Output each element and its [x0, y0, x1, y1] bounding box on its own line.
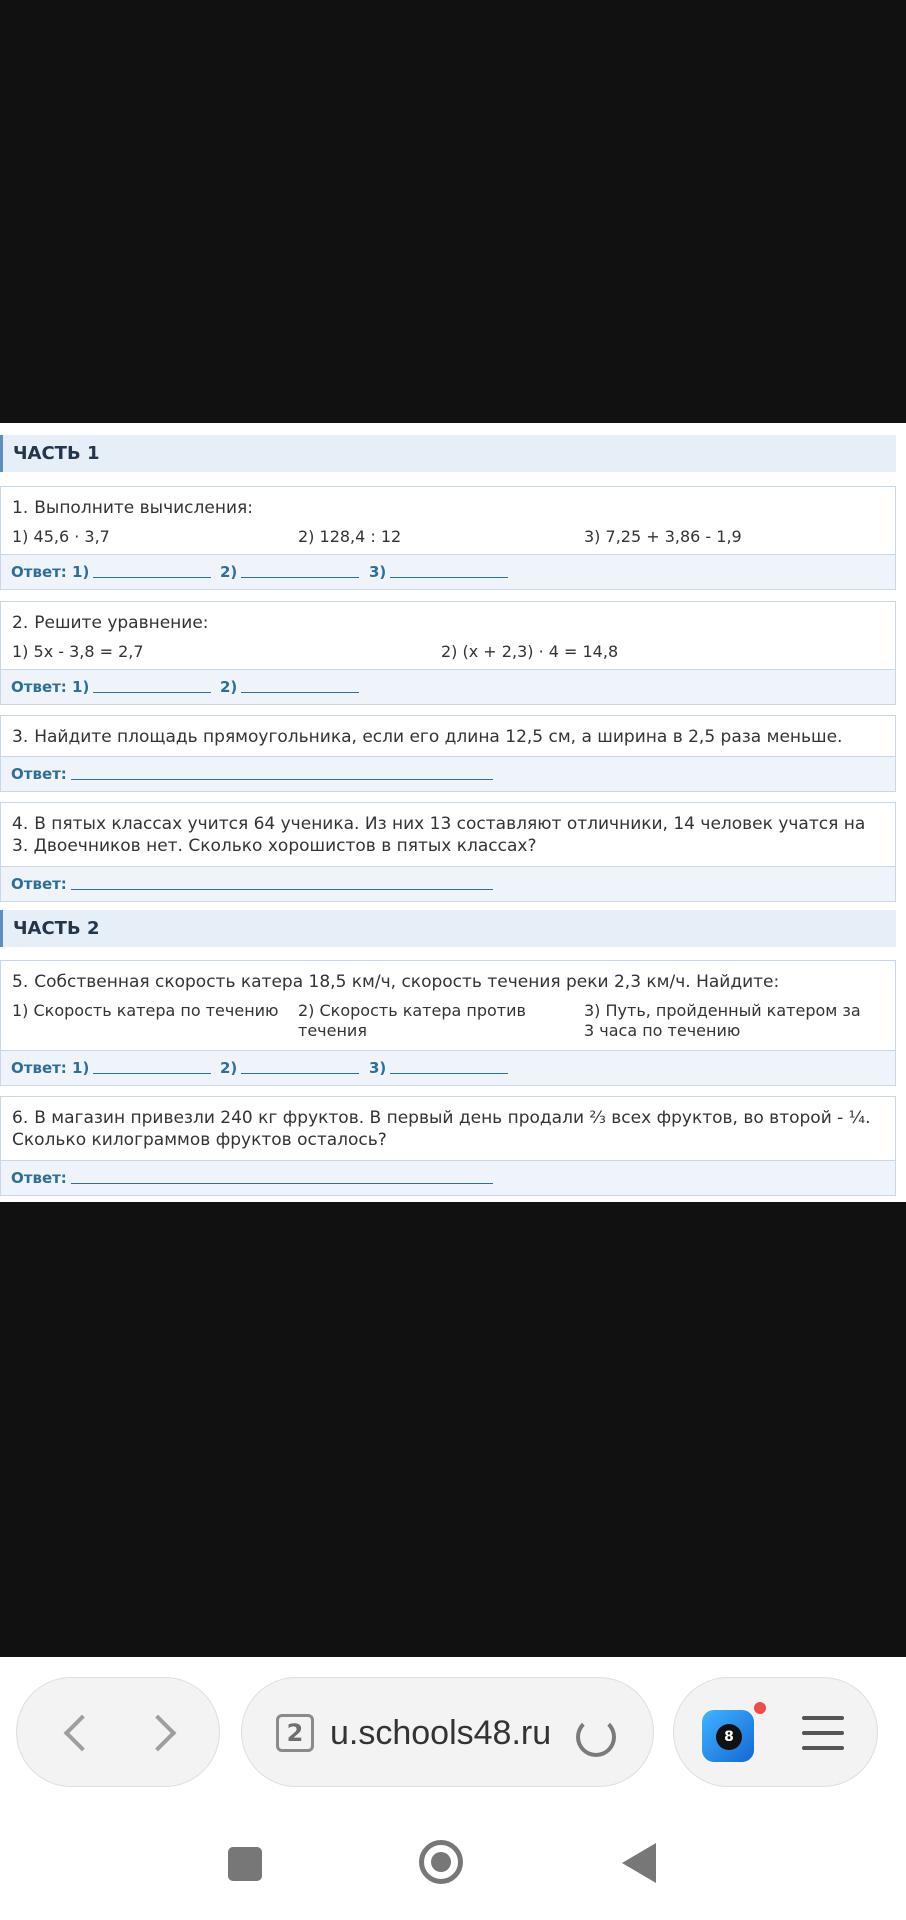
task-1-question: 1. Выполните вычисления:: [12, 498, 253, 518]
task-5-answer-3[interactable]: 3): [369, 1051, 508, 1085]
task-6: [0, 1096, 896, 1196]
task-3-question: 3. Найдите площадь прямоугольника, если его длина 12,5 см, а ширина в 2,5 раза меньше.: [12, 727, 843, 747]
worksheet: [0, 423, 906, 1202]
task-6-answer[interactable]: Ответ:: [11, 1161, 493, 1195]
system-navigation-bar: [0, 1790, 906, 1920]
task-1-answer-1[interactable]: Ответ: 1): [11, 555, 211, 589]
recents-icon[interactable]: [228, 1847, 262, 1881]
task-5-sub-3: 3) Путь, пройденный катером за 3 часа по течению: [584, 1001, 861, 1040]
blank-bottom-area: [0, 1202, 906, 1657]
back-triangle-icon[interactable]: [622, 1843, 656, 1883]
task-2-question: 2. Решите уравнение:: [12, 613, 209, 633]
task-5-answer-2[interactable]: 2): [220, 1051, 359, 1085]
task-2: [0, 601, 896, 705]
part-1-header: [0, 435, 896, 472]
task-4: [0, 802, 896, 902]
task-5-sub-2: 2) Скорость катера против течения: [298, 1001, 526, 1040]
task-5-answer-bar: [1, 1050, 895, 1085]
part-2-header: [0, 910, 896, 947]
task-5-sub-1: 1) Скорость катера по течению: [12, 1001, 279, 1020]
task-3-answer-bar: [1, 756, 895, 791]
task-1-answer-bar: [1, 554, 895, 589]
task-3: [0, 715, 896, 792]
task-1-sub-1: 1) 45,6 · 3,7: [12, 527, 110, 546]
url-text[interactable]: u.schools48.ru: [330, 1714, 552, 1752]
address-bar[interactable]: [241, 1677, 654, 1787]
task-2-sub-1: 1) 5x - 3,8 = 2,7: [12, 642, 144, 661]
task-2-answer-2[interactable]: 2): [220, 670, 359, 704]
nav-pill: [16, 1677, 220, 1787]
task-1: [0, 486, 896, 590]
task-4-answer-bar: [1, 866, 895, 901]
blank-top-area: [0, 0, 906, 423]
reload-icon[interactable]: [576, 1717, 616, 1757]
task-2-answer-1[interactable]: Ответ: 1): [11, 670, 211, 704]
task-1-sub-2: 2) 128,4 : 12: [298, 527, 402, 546]
home-icon[interactable]: [419, 1840, 463, 1884]
task-1-answer-3[interactable]: 3): [369, 555, 508, 589]
task-5: [0, 960, 896, 1086]
task-1-sub-3: 3) 7,25 + 3,86 - 1,9: [584, 527, 742, 546]
part-2-label: ЧАСТЬ 2: [13, 918, 100, 939]
task-4-answer[interactable]: Ответ:: [11, 867, 493, 901]
task-4-question: 4. В пятых классах учится 64 ученика. Из них 13 составляют отличники, 14 человек учатся на 3. Двоечников нет. Сколько хорошистов в пятых классах?: [12, 814, 866, 856]
billiards-app-icon[interactable]: 8: [702, 1710, 754, 1762]
task-5-question: 5. Собственная скорость катера 18,5 км/ч, скорость течения реки 2,3 км/ч. Найдите:: [12, 972, 780, 992]
task-5-answer-1[interactable]: Ответ: 1): [11, 1051, 211, 1085]
task-6-answer-bar: [1, 1160, 895, 1195]
apps-pill: [673, 1677, 878, 1787]
back-icon[interactable]: [47, 1702, 107, 1762]
part-1-label: ЧАСТЬ 1: [13, 443, 100, 464]
task-1-answer-2[interactable]: 2): [220, 555, 359, 589]
browser-toolbar: [0, 1657, 906, 1790]
task-3-answer[interactable]: Ответ:: [11, 757, 493, 791]
notification-badge: [754, 1702, 766, 1714]
forward-icon[interactable]: [131, 1702, 191, 1762]
tabs-icon[interactable]: 2: [276, 1714, 314, 1752]
menu-icon[interactable]: [802, 1716, 844, 1750]
task-2-sub-2: 2) (x + 2,3) · 4 = 14,8: [441, 642, 619, 661]
task-2-answer-bar: [1, 669, 895, 704]
task-6-question: 6. В магазин привезли 240 кг фруктов. В первый день продали ⅔ всех фруктов, во второй - ¼. Сколько килограммов фруктов осталось?: [12, 1108, 871, 1150]
